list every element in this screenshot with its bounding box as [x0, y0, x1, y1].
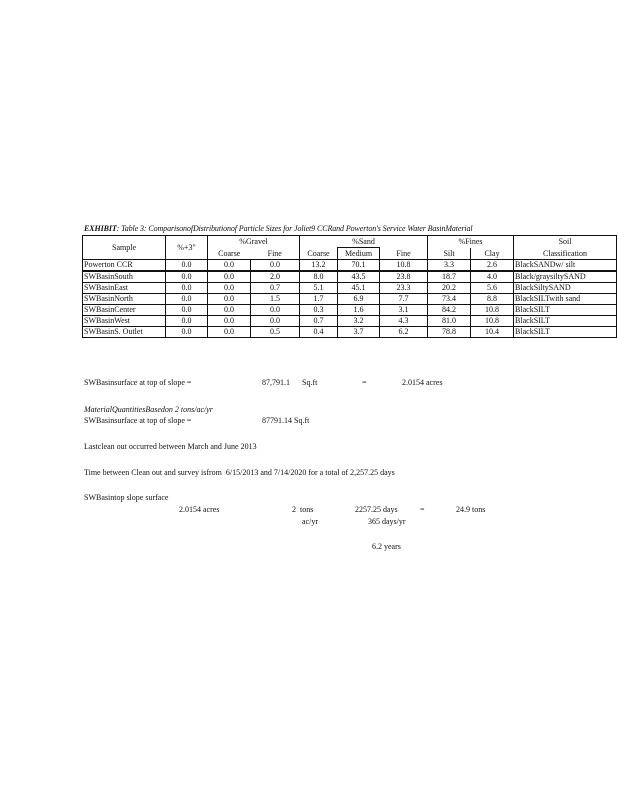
calc-rate-numerator: 2 tons	[292, 505, 314, 514]
time-between-note: Time between Clean out and survey isfrom 6/15/2013 and 7/14/2020 for a total of 2,257.25 days	[84, 468, 395, 477]
exhibit-title	[84, 224, 473, 233]
value-cell: 3.7	[338, 327, 380, 338]
material-label: SWBasinsurface at top of slope =	[84, 416, 192, 425]
table-body	[83, 260, 617, 338]
value-cell: 1.6	[338, 305, 380, 316]
soil-classification-cell: Black/graysiltySAND	[514, 271, 617, 283]
particle-size-table	[82, 235, 617, 338]
header-gravel-fine: Fine	[251, 248, 300, 260]
value-cell: 0.0	[166, 327, 208, 338]
header-sand-medium: Medium	[338, 248, 380, 260]
sample-name-cell: SWBasinEast	[83, 283, 166, 294]
value-cell: 4.3	[380, 316, 428, 327]
value-cell: 8.8	[471, 294, 514, 305]
header-fines: %Fines	[428, 236, 514, 248]
table-row	[83, 316, 617, 327]
value-cell: 0.0	[251, 316, 300, 327]
value-cell: 0.0	[208, 294, 251, 305]
soil-classification-cell: BlackSILT	[514, 316, 617, 327]
table-row	[83, 260, 617, 272]
value-cell: 10.8	[380, 260, 428, 272]
value-cell: 0.0	[208, 283, 251, 294]
soil-classification-cell: BlackSiltySAND	[514, 283, 617, 294]
value-cell: 1.5	[251, 294, 300, 305]
surface-acres: 2.0154 acres	[402, 378, 443, 387]
material-heading: MaterialQuantitiesBasedon 2 tons/ac/yr	[84, 405, 213, 414]
value-cell: 20.2	[428, 283, 471, 294]
surface-value: 87,791.1	[262, 378, 290, 387]
sample-name-cell: SWBasinSouth	[83, 271, 166, 283]
value-cell: 23.3	[380, 283, 428, 294]
calc-acres: 2.0154 acres	[179, 505, 220, 514]
value-cell: 4.0	[471, 271, 514, 283]
value-cell: 5.1	[300, 283, 338, 294]
value-cell: 0.0	[166, 271, 208, 283]
value-cell: 70.1	[338, 260, 380, 272]
header-sample: Sample	[83, 236, 166, 260]
value-cell: 84.2	[428, 305, 471, 316]
value-cell: 5.6	[471, 283, 514, 294]
value-cell: 0.5	[251, 327, 300, 338]
value-cell: 0.0	[251, 305, 300, 316]
value-cell: 45.1	[338, 283, 380, 294]
sample-name-cell: SWBasinCenter	[83, 305, 166, 316]
calc-equals: =	[420, 505, 425, 514]
calc-days-denominator: 365 days/yr	[368, 517, 406, 526]
calc-rate-denominator: ac/yr	[302, 517, 318, 526]
value-cell: 0.0	[166, 305, 208, 316]
exhibit-title-lead: EXHIBIT	[84, 224, 117, 233]
exhibit-title-text: : Table 3: ComparisonofDistributionof Particle Sizes for Joliet9 CCRand Powerton's Service Water BasinMaterial	[116, 224, 473, 233]
value-cell: 10.8	[471, 316, 514, 327]
value-cell: 7.7	[380, 294, 428, 305]
table-row	[83, 294, 617, 305]
table-row	[83, 271, 617, 283]
value-cell: 1.7	[300, 294, 338, 305]
value-cell: 0.0	[208, 327, 251, 338]
material-value: 87791.14 Sq.ft	[262, 416, 310, 425]
value-cell: 0.0	[208, 260, 251, 272]
value-cell: 3.1	[380, 305, 428, 316]
sample-name-cell: SWBasinNorth	[83, 294, 166, 305]
value-cell: 0.0	[166, 283, 208, 294]
value-cell: 10.4	[471, 327, 514, 338]
value-cell: 0.7	[300, 316, 338, 327]
surface-label: SWBasinsurface at top of slope =	[84, 378, 192, 387]
value-cell: 18.7	[428, 271, 471, 283]
value-cell: 0.0	[208, 305, 251, 316]
calc-heading: SWBasintop slope surface	[84, 493, 169, 502]
value-cell: 0.3	[300, 305, 338, 316]
soil-classification-cell: BlackSILT	[514, 327, 617, 338]
calc-days-numerator: 2257.25 days	[355, 505, 398, 514]
value-cell: 81.0	[428, 316, 471, 327]
sample-name-cell: SWBasinWest	[83, 316, 166, 327]
value-cell: 3.3	[428, 260, 471, 272]
header-gravel-coarse: Coarse	[208, 248, 251, 260]
header-sand-fine: Fine	[380, 248, 428, 260]
value-cell: 0.0	[166, 316, 208, 327]
value-cell: 13.2	[300, 260, 338, 272]
value-cell: 0.0	[208, 316, 251, 327]
header-plus3: %+3"	[166, 236, 208, 260]
soil-classification-cell: BlackSILT	[514, 305, 617, 316]
value-cell: 0.0	[166, 260, 208, 272]
value-cell: 8.0	[300, 271, 338, 283]
value-cell: 0.0	[251, 260, 300, 272]
header-fines-clay: Clay	[471, 248, 514, 260]
value-cell: 23.8	[380, 271, 428, 283]
table-row	[83, 305, 617, 316]
value-cell: 0.0	[166, 294, 208, 305]
value-cell: 0.0	[208, 271, 251, 283]
value-cell: 78.8	[428, 327, 471, 338]
soil-classification-cell: BlackSANDw/ silt	[514, 260, 617, 272]
header-sand-coarse: Coarse	[300, 248, 338, 260]
surface-unit: Sq.ft	[302, 378, 318, 387]
header-soil-classification: Classification	[514, 248, 617, 260]
sample-name-cell: SWBasinS. Outlet	[83, 327, 166, 338]
value-cell: 0.4	[300, 327, 338, 338]
value-cell: 2.0	[251, 271, 300, 283]
header-soil: Soil	[514, 236, 617, 248]
table-row	[83, 283, 617, 294]
value-cell: 6.2	[380, 327, 428, 338]
value-cell: 10.8	[471, 305, 514, 316]
value-cell: 6.9	[338, 294, 380, 305]
header-fines-silt: Silt	[428, 248, 471, 260]
value-cell: 73.4	[428, 294, 471, 305]
header-gravel: %Gravel	[208, 236, 300, 248]
sample-name-cell: Powerton CCR	[83, 260, 166, 272]
value-cell: 0.7	[251, 283, 300, 294]
value-cell: 43.5	[338, 271, 380, 283]
value-cell: 2.6	[471, 260, 514, 272]
header-sand: %Sand	[300, 236, 428, 248]
last-clean-note: Lastclean out occurred between March and June 2013	[84, 442, 257, 451]
calc-result: 24.9 tons	[456, 505, 486, 514]
surface-equals: =	[362, 378, 367, 387]
table-row	[83, 327, 617, 338]
soil-classification-cell: BlackSILTwith sand	[514, 294, 617, 305]
value-cell: 3.2	[338, 316, 380, 327]
calc-years: 6.2 years	[372, 542, 401, 551]
